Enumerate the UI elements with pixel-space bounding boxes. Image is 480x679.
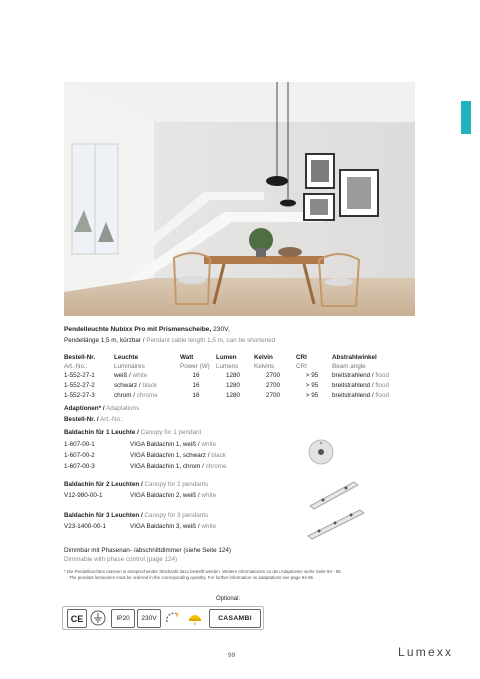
footnote-en: The pendant luminaires must be ordered in the corresponding quantity. For further information on adaptations see page 94-95 [69, 575, 313, 580]
list-item: 1-607-00-1 VIGA Baldachin 1, weiß / white [64, 441, 217, 448]
subheader-luminaire: Luminaires [114, 363, 145, 370]
earth-ground-icon [90, 609, 106, 626]
table-row [62, 391, 391, 401]
header-luminaire: Leuchte [114, 354, 139, 361]
list-item: V23-1400-00-1 VIGA Baldachin 3, weiß / white [64, 523, 217, 530]
beam-cell: breitstrahlend / flood [332, 372, 390, 379]
product-subtitle: Pendellänge 1,5 m, kürzbar / Pendant cable length 1,5 m, can be shortened [64, 337, 276, 344]
canopy3-heading: Baldachin für 3 Leuchten / Canopy for 3 pendants [64, 512, 209, 519]
optional-label: Optional: [216, 596, 241, 602]
adaptations-title: Adaptionen* / Adaptations [64, 405, 140, 412]
chapter-tab-marker [461, 101, 471, 134]
art-number: 1-552-27-3 [64, 392, 95, 399]
canopy-single-image [306, 437, 336, 467]
spec-header-row [62, 353, 391, 362]
cri-cell: > 95 [305, 372, 319, 379]
art-number: 1-552-27-2 [64, 382, 95, 389]
art-number: 1-552-27-1 [64, 372, 95, 379]
subheader-watt: Power (W) [180, 363, 210, 370]
luminaire-cell: weiß / white [114, 372, 148, 379]
spec-subheader-row [62, 362, 391, 371]
subheader-kelvin: Kelvins [254, 363, 275, 370]
kelvin-cell: 2700 [265, 372, 280, 379]
page-number: 99 [228, 652, 236, 659]
dimming-note: Dimmbar mit Phasenan- /abschnittdimmer (siehe Seite 124) [64, 547, 231, 554]
kelvin-cell: 2700 [265, 382, 280, 389]
cri-cell: > 95 [305, 382, 319, 389]
product-photo [64, 82, 415, 316]
luminaire-cell: schwarz / black [114, 382, 158, 389]
watt-cell: 16 [192, 392, 200, 399]
kelvin-cell: 2700 [265, 392, 280, 399]
list-item: V12-980-00-1 VIGA Baldachin 2, weiß / white [64, 492, 217, 499]
dimmable-icon [163, 609, 181, 626]
luminaire-cell: chrom / chrome [114, 392, 158, 399]
ce-mark-icon: CE [67, 609, 87, 628]
beam-cell: breitstrahlend / flood [332, 382, 390, 389]
watt-cell: 16 [192, 372, 200, 379]
subheader-beam: Beam angle [332, 363, 366, 370]
header-lumen: Lumen [216, 354, 237, 361]
header-watt: Watt [180, 354, 194, 361]
voltage-icon: 230V [137, 609, 161, 628]
spec-table [62, 353, 391, 401]
casambi-logo-icon: CASAMBI [209, 609, 261, 628]
dimming-note-en: Dimmable with phase control (page 124) [64, 556, 178, 563]
adaptations-art-label: Bestell-Nr. / Art.-No.: [64, 416, 124, 423]
header-cri: CRI [296, 354, 307, 361]
lumen-cell: 1280 [225, 392, 240, 399]
footnote: * Die Pendelleuchten müssen in entsprechender Stückzahl dazu bestellt werden. Weitere Informationen zu den Adaptionen siehe Seite 94 - 95 [64, 569, 341, 574]
canopy2-heading: Baldachin für 2 Leuchten / Canopy for 2 pendants [64, 481, 209, 488]
watt-cell: 16 [192, 382, 200, 389]
beam-cell: breitstrahlend / flood [332, 392, 390, 399]
subheader-lumen: Lumens [216, 363, 239, 370]
canopy1-heading: Baldachin für 1 Leuchte / Canopy for 1 pendant [64, 429, 202, 436]
cri-cell: > 95 [305, 392, 319, 399]
product-title: Pendelleuchte Nubixx Pro mit Prismenscheibe, 230V, [64, 326, 230, 333]
list-item: 1-607-00-3 VIGA Baldachin 1, chrom / chrome [64, 463, 227, 470]
ip-rating-icon: IP20 [111, 609, 135, 628]
subheader-art: Art.-No.: [64, 363, 88, 370]
lumen-cell: 1280 [225, 372, 240, 379]
certification-icons [62, 606, 264, 630]
subheader-cri: CRI [296, 363, 307, 370]
table-row [62, 371, 391, 381]
brand-logo: Lumexx [398, 645, 454, 659]
list-item: 1-607-00-2 VIGA Baldachin 1, schwarz / black [64, 452, 226, 459]
table-row [62, 381, 391, 391]
led-light-icon [186, 609, 204, 626]
lumen-cell: 1280 [225, 382, 240, 389]
canopy-triple-image [304, 506, 368, 540]
header-art: Bestell-Nr. [64, 354, 96, 361]
header-beam: Abstrahlwinkel [332, 354, 377, 361]
header-kelvin: Kelvin [254, 354, 273, 361]
